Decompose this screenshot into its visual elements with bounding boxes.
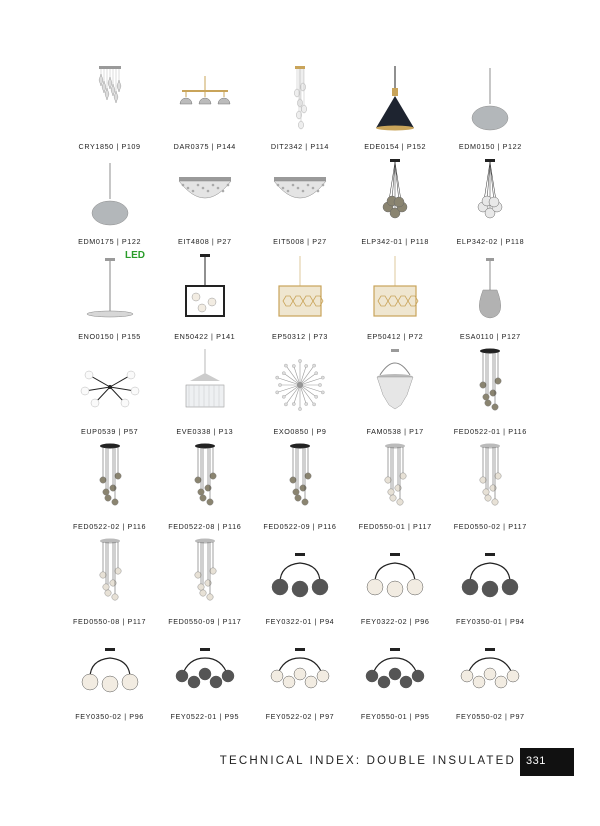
page-number-box <box>520 748 574 776</box>
drop-cluster-light-icon <box>63 535 157 609</box>
semi-flush-three-light-icon <box>348 535 442 609</box>
product-item <box>348 533 443 628</box>
product-item <box>62 248 157 343</box>
product-code: EDM0150 | P122 <box>458 142 522 151</box>
bar-pendant-three-icon <box>158 60 252 134</box>
product-code: DIT2342 | P114 <box>270 142 330 151</box>
product-code: EP50312 | P73 <box>271 332 328 341</box>
product-code: EDM0175 | P122 <box>78 237 142 246</box>
cone-pendant-icon <box>348 60 442 134</box>
product-item <box>348 343 443 438</box>
product-item <box>348 248 443 343</box>
product-code: FED0550-02 | P117 <box>453 522 527 531</box>
product-item <box>157 153 252 248</box>
drop-cluster-light-icon <box>443 440 537 514</box>
product-code: ELP342-02 | P118 <box>456 237 525 246</box>
drum-pendant-icon <box>348 250 442 324</box>
product-code: EP50412 | P72 <box>367 332 424 341</box>
product-item <box>62 438 157 533</box>
product-item <box>348 438 443 533</box>
semi-flush-three-light-icon <box>63 630 157 704</box>
led-badge: LED <box>125 250 145 261</box>
product-item <box>443 248 538 343</box>
product-code: FEY0350-02 | P96 <box>75 712 144 721</box>
product-item <box>252 153 347 248</box>
product-code: FED0522-02 | P116 <box>73 522 147 531</box>
semi-flush-three-dark-icon <box>443 535 537 609</box>
product-item <box>157 438 252 533</box>
product-item <box>443 153 538 248</box>
product-code: DAR0375 | P144 <box>173 142 236 151</box>
product-item <box>443 438 538 533</box>
product-code: EUP0539 | P57 <box>80 427 139 436</box>
crystal-flush-icon <box>253 155 347 229</box>
arm-globes-icon <box>63 345 157 419</box>
product-code: FEY0550-02 | P97 <box>456 712 525 721</box>
product-item <box>252 438 347 533</box>
crystal-tiered-icon <box>348 345 442 419</box>
semi-flush-five-light-icon <box>253 630 347 704</box>
product-code: FED0522-08 | P116 <box>168 522 242 531</box>
product-code: FEY0522-01 | P95 <box>170 712 240 721</box>
product-code: FED0550-09 | P117 <box>168 617 242 626</box>
drop-cluster-dark-icon <box>443 345 537 419</box>
crystal-drum-icon <box>158 345 252 419</box>
product-item <box>443 58 538 153</box>
product-item <box>252 628 347 723</box>
semi-flush-five-dark-icon <box>348 630 442 704</box>
product-item <box>443 343 538 438</box>
product-code: EXO0850 | P9 <box>273 427 327 436</box>
product-item <box>252 533 347 628</box>
bell-glass-pendant-icon <box>443 250 537 324</box>
product-code: ELP342-01 | P118 <box>361 237 429 246</box>
semi-flush-three-dark-icon <box>253 535 347 609</box>
product-item <box>62 153 157 248</box>
product-item <box>62 533 157 628</box>
product-item <box>348 628 443 723</box>
sputnik-icon <box>253 345 347 419</box>
frame-pendant-icon <box>158 250 252 324</box>
product-code: FED0522-01 | P116 <box>453 427 527 436</box>
drum-pendant-icon <box>253 250 347 324</box>
product-code: ENO0150 | P155 <box>78 332 141 341</box>
ball-cluster-clear-icon <box>443 155 537 229</box>
product-code: FEY0322-02 | P96 <box>360 617 430 626</box>
product-item <box>252 58 347 153</box>
product-item <box>252 343 347 438</box>
drop-cluster-light-icon <box>348 440 442 514</box>
ball-cluster-dark-icon <box>348 155 442 229</box>
glass-oval-pendant-icon <box>63 155 157 229</box>
product-code: FEY0522-02 | P97 <box>265 712 335 721</box>
cluster-drop-pendant-icon <box>253 60 347 134</box>
footer-title: TECHNICAL INDEX: DOUBLE INSULATED <box>219 755 516 767</box>
product-item <box>157 248 252 343</box>
product-code: EVE0338 | P13 <box>176 427 234 436</box>
product-item <box>348 58 443 153</box>
product-item <box>62 58 157 153</box>
product-code: FED0550-01 | P117 <box>358 522 432 531</box>
glass-oval-pendant-icon <box>443 60 537 134</box>
drop-cluster-dark-icon <box>63 440 157 514</box>
product-item <box>157 58 252 153</box>
product-code: EN50422 | P141 <box>174 332 236 341</box>
product-code: FEY0322-01 | P94 <box>265 617 335 626</box>
drop-cluster-dark-icon <box>158 440 252 514</box>
drop-cluster-light-icon <box>158 535 252 609</box>
crystal-drop-pendant-icon <box>63 60 157 134</box>
product-code: FED0522-09 | P116 <box>263 522 337 531</box>
page-number: 331 <box>526 755 546 767</box>
product-code: EDE0154 | P152 <box>364 142 427 151</box>
product-item <box>443 533 538 628</box>
crystal-flush-icon <box>158 155 252 229</box>
product-item <box>62 628 157 723</box>
product-item <box>157 533 252 628</box>
product-item <box>157 343 252 438</box>
product-code: FEY0550-01 | P95 <box>360 712 430 721</box>
product-code: FAM0538 | P17 <box>366 427 424 436</box>
disc-pendant-icon <box>63 250 157 324</box>
product-grid <box>62 58 538 723</box>
semi-flush-five-dark-icon <box>158 630 252 704</box>
product-code: ESA0110 | P127 <box>459 332 521 341</box>
product-item <box>62 343 157 438</box>
product-item <box>348 153 443 248</box>
product-code: EIT4808 | P27 <box>177 237 232 246</box>
product-item <box>157 628 252 723</box>
drop-cluster-dark-icon <box>253 440 347 514</box>
product-code: FEY0350-01 | P94 <box>456 617 525 626</box>
semi-flush-five-light-icon <box>443 630 537 704</box>
product-item <box>252 248 347 343</box>
product-code: FED0550-08 | P117 <box>73 617 147 626</box>
product-code: EIT5008 | P27 <box>273 237 327 246</box>
product-item <box>443 628 538 723</box>
product-code: CRY1850 | P109 <box>78 142 141 151</box>
